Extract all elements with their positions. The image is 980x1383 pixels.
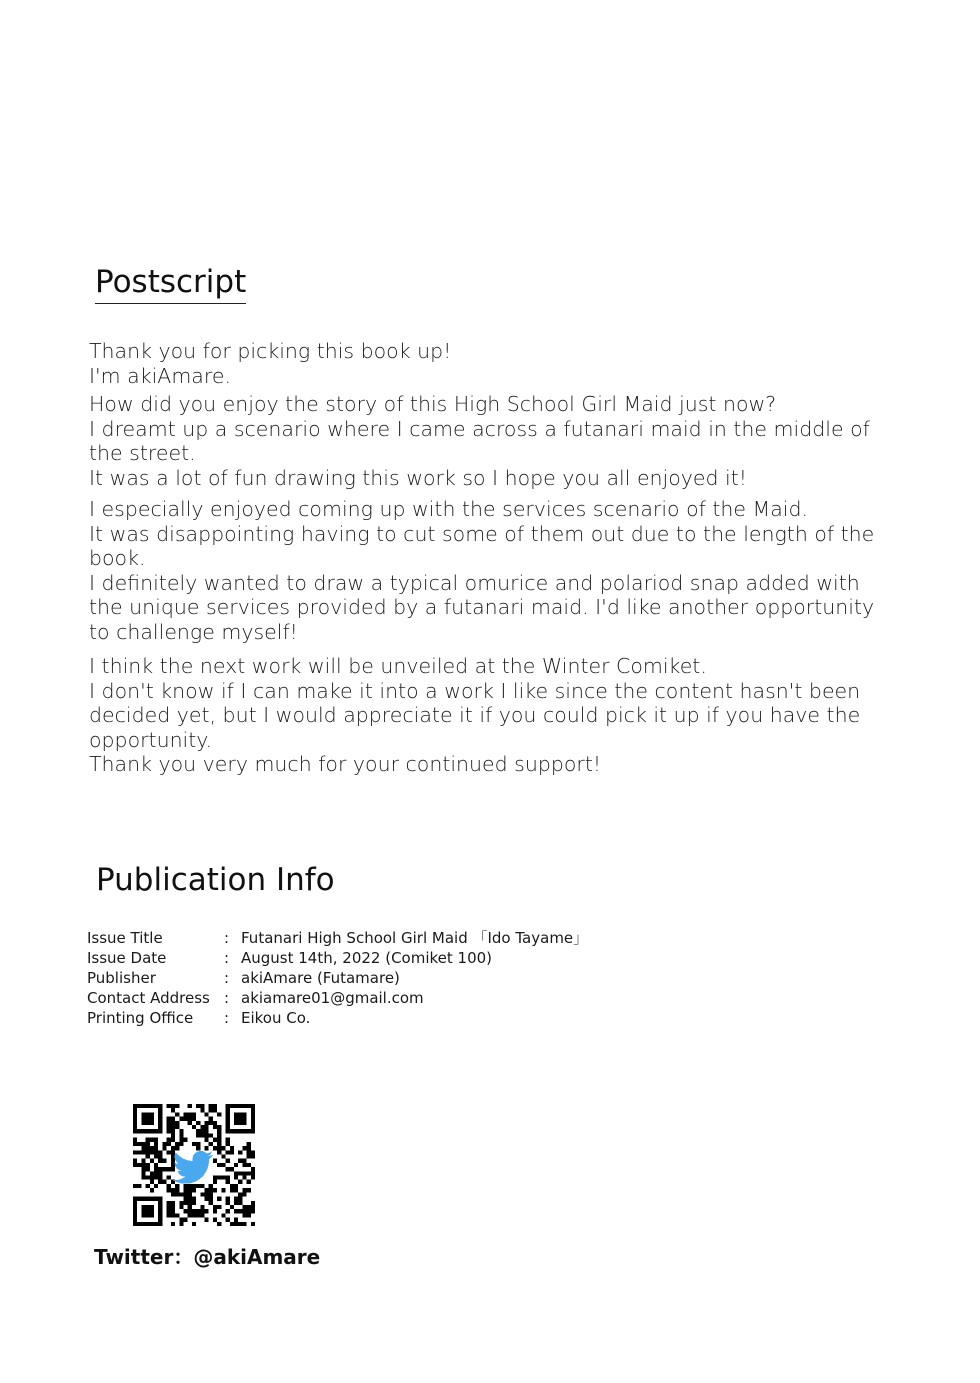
publication-info-heading: Publication Info [96, 862, 335, 898]
text-line: to challenge myself! [89, 619, 298, 644]
info-label: Publisher [87, 969, 156, 987]
info-value: Futanari High School Girl Maid 「Ido Tayame」 [241, 929, 589, 947]
text-line: How did you enjoy the story of this High School Girl Maid just now? [89, 392, 777, 416]
postscript-paragraph [89, 654, 879, 777]
text-line: I especially enjoyed coming up with the services scenario of the Maid. [89, 497, 808, 521]
info-label: Issue Title [87, 929, 163, 947]
text-line: the unique services provided by a futanari maid. I'd like another opportunity [89, 595, 875, 620]
info-row-printing-office [87, 1008, 588, 1028]
postscript-paragraph [89, 392, 879, 490]
info-separator: : [224, 929, 230, 947]
info-separator: : [224, 969, 230, 987]
text-line: It was disappointing having to cut some of them out due to the length of the [89, 521, 875, 546]
info-label: Contact Address [87, 989, 210, 1007]
text-line: I definitely wanted to draw a typical omurice and polariod snap added with [89, 570, 860, 595]
text-line: Thank you very much for your continued support! [89, 752, 602, 777]
postscript-paragraph [89, 339, 879, 388]
twitter-handle: Twitter：@akiAmare [94, 1245, 321, 1269]
info-row-issue-title [87, 928, 588, 948]
publication-info-table [87, 928, 588, 1028]
text-line: I'm akiAmare. [89, 363, 231, 388]
qr-code[interactable] [133, 1104, 255, 1226]
text-line: the street. [89, 441, 196, 466]
text-line: It was a lot of fun drawing this work so I hope you all enjoyed it! [89, 465, 748, 490]
info-row-issue-date [87, 948, 588, 968]
twitter-bird-icon [173, 1151, 213, 1184]
info-row-contact-address [87, 988, 588, 1008]
info-value: akiAmare (Futamare) [241, 969, 400, 987]
info-separator: : [224, 949, 230, 967]
info-separator: : [224, 989, 230, 1007]
text-line: I dreamt up a scenario where I came across a futanari maid in the middle of [89, 416, 870, 441]
text-line: I think the next work will be unveiled at the Winter Comiket. [89, 654, 707, 678]
text-line: book. [89, 546, 146, 571]
info-label: Issue Date [87, 949, 167, 967]
info-value: August 14th, 2022 (Comiket 100) [241, 949, 493, 967]
postscript-paragraph [89, 497, 879, 645]
text-line: opportunity. [89, 727, 213, 752]
info-separator: : [224, 1009, 230, 1027]
text-line: Thank you for picking this book up! [89, 339, 452, 363]
info-label: Printing Office [87, 1009, 194, 1027]
info-row-publisher [87, 968, 588, 988]
postscript-heading: Postscript [95, 262, 246, 304]
info-value: akiamare01@gmail.com [241, 989, 424, 1007]
info-value: Eikou Co. [241, 1009, 311, 1027]
text-line: I don't know if I can make it into a work I like since the content hasn't been [89, 678, 861, 703]
text-line: decided yet, but I would appreciate it if you could pick it up if you have the [89, 703, 861, 728]
